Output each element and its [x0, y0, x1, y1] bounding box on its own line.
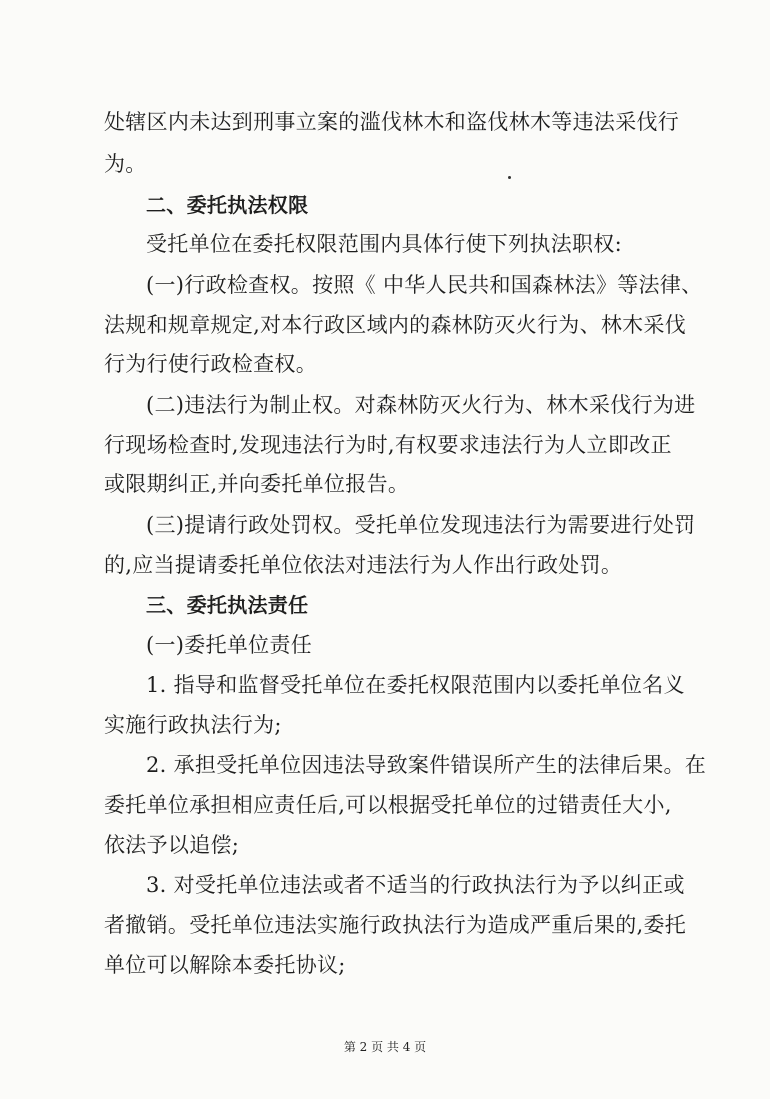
- subsection-heading: (一)委托单位责任: [146, 633, 313, 657]
- paragraph-line: 的,应当提请委托单位依法对违法行为人作出行政处罚。: [104, 553, 623, 577]
- paragraph-line: 1. 指导和监督受托单位在委托权限范围内以委托单位名义: [146, 673, 685, 697]
- paragraph-line: 实施行政执法行为;: [104, 713, 282, 737]
- paragraph-line: 为。: [104, 152, 147, 176]
- paragraph-line: 委托单位承担相应责任后,可以根据受托单位的过错责任大小,: [104, 793, 672, 817]
- section-heading: 三、委托执法责任: [146, 593, 309, 617]
- paragraph-line: 行现场检查时,发现违法行为时,有权要求违法行为人立即改正: [104, 433, 672, 457]
- scan-speck: [508, 176, 511, 179]
- paragraph-line: 3. 对受托单位违法或者不适当的行政执法行为予以纠正或: [146, 873, 685, 897]
- paragraph-line: 行为行使行政检查权。: [104, 352, 317, 376]
- paragraph-line: 处辖区内未达到刑事立案的滥伐林木和盗伐林木等违法采伐行: [104, 110, 680, 134]
- paragraph-line: (一)行政检查权。按照《 中华人民共和国森林法》等法律、: [146, 273, 703, 297]
- paragraph-line: 或限期纠正,并向委托单位报告。: [104, 472, 410, 496]
- paragraph-line: (二)违法行为制止权。对森林防灭火行为、林木采伐行为进: [146, 393, 696, 417]
- paragraph-line: 2. 承担受托单位因违法导致案件错误所产生的法律后果。在: [146, 753, 707, 777]
- paragraph-line: 受托单位在委托权限范围内具体行使下列执法职权:: [146, 232, 622, 256]
- paragraph-line: 法规和规章规定,对本行政区域内的森林防灭火行为、林木采伐: [104, 313, 687, 337]
- paragraph-line: (三)提请行政处罚权。受托单位发现违法行为需要进行处罚: [146, 513, 696, 537]
- section-heading: 二、委托执法权限: [146, 193, 309, 217]
- paragraph-line: 者撤销。受托单位违法实施行政执法行为造成严重后果的,委托: [104, 913, 687, 937]
- paragraph-line: 单位可以解除本委托协议;: [104, 953, 346, 977]
- paragraph-line: 依法予以追偿;: [104, 833, 240, 857]
- page-footer: 第 2 页 共 4 页: [343, 1040, 427, 1054]
